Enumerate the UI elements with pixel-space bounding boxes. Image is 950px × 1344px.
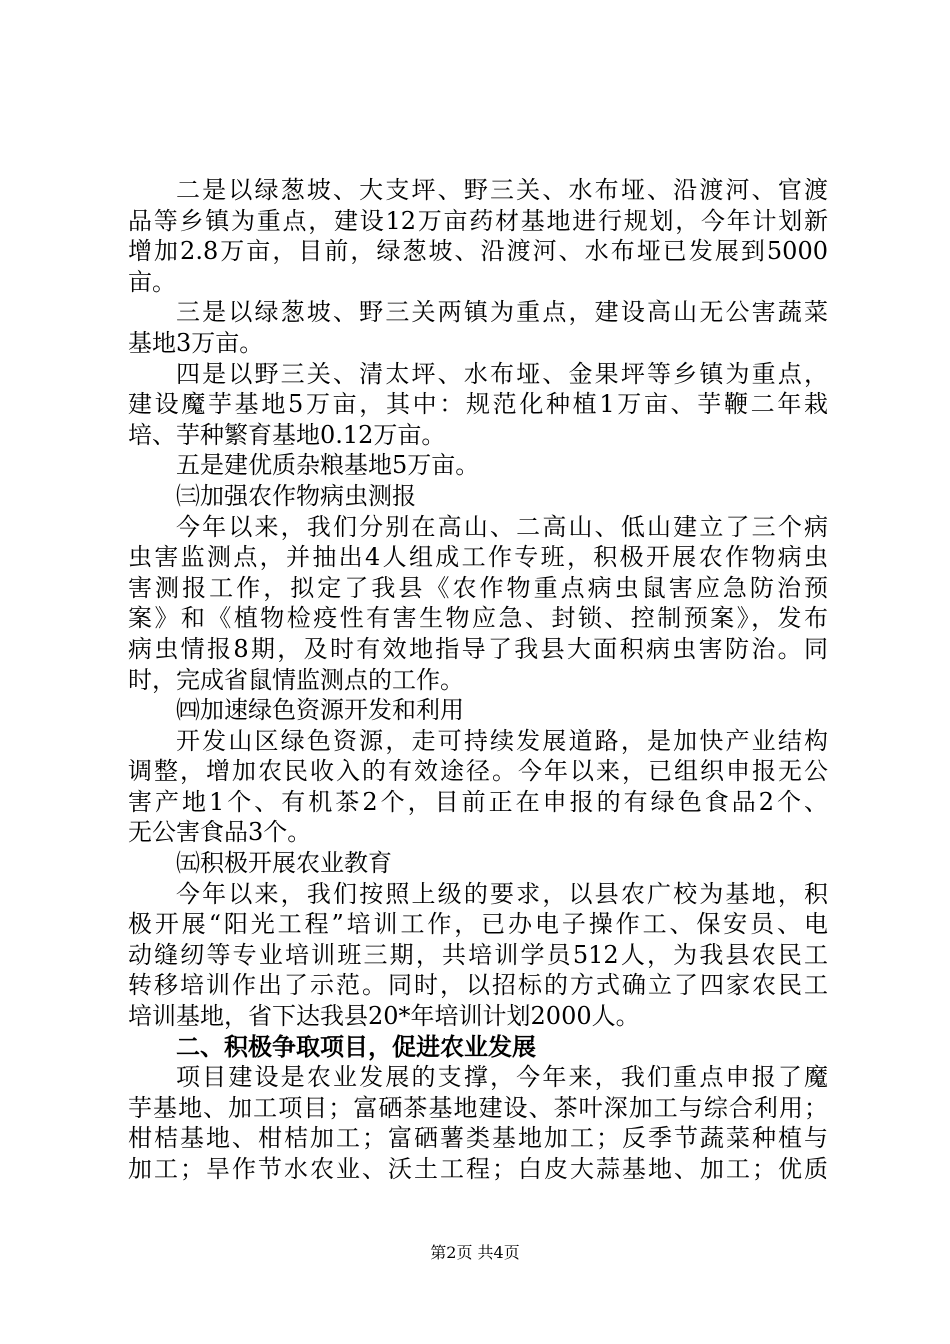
text-line: 转移培训作出了示范。同时，以招标的方式确立了四家农民工 <box>128 971 828 1000</box>
text-line: ㈣加速绿色资源开发和利用 <box>176 696 464 725</box>
text-line: 加工；旱作节水农业、沃土工程；白皮大蒜基地、加工；优质 <box>128 1155 828 1183</box>
text-line: 无公害食品3个。 <box>128 818 312 847</box>
text-line: 芋基地、加工项目；富硒茶基地建设、茶叶深加工与综合利用； <box>128 1093 828 1122</box>
page-footer: 第2页 共4页 <box>430 1243 520 1262</box>
text-line: 害测报工作，拟定了我县《农作物重点病虫鼠害应急防治预 <box>128 573 828 602</box>
text-line: 时，完成省鼠情监测点的工作。 <box>128 665 464 694</box>
text-line: 三是以绿葱坡、野三关两镇为重点，建设高山无公害蔬菜 <box>176 298 828 327</box>
text-line: 培训基地，省下达我县20*年培训计划2000人。 <box>128 1002 640 1031</box>
text-line: 案》和《植物检疫性有害生物应急、封锁、控制预案》，发布 <box>128 604 828 633</box>
text-line: 今年以来，我们分别在高山、二高山、低山建立了三个病 <box>176 512 828 541</box>
text-line: 柑桔基地、柑桔加工；富硒薯类基地加工；反季节蔬菜种植与 <box>128 1124 828 1153</box>
text-line: 极开展“阳光工程”培训工作，已办电子操作工、保安员、电 <box>128 910 828 939</box>
text-line: 二是以绿葱坡、大支坪、野三关、水布垭、沿渡河、官渡 <box>176 176 828 204</box>
text-line: 培、芋种繁育基地0.12万亩。 <box>128 420 446 449</box>
text-line: 基地3万亩。 <box>128 328 264 357</box>
text-line: 虫害监测点，并抽出4人组成工作专班，积极开展农作物病虫 <box>128 543 828 572</box>
text-line: 开发山区绿色资源，走可持续发展道路，是加快产业结构 <box>176 726 828 755</box>
text-line: 害产地1个、有机茶2个，目前正在申报的有绿色食品2个、 <box>128 787 828 816</box>
text-line: 建设魔芋基地5万亩，其中：规范化种植1万亩、芋鞭二年栽 <box>128 390 828 419</box>
text-line: 四是以野三关、清太坪、水布垭、金果坪等乡镇为重点， <box>176 359 828 388</box>
document-body <box>128 175 828 1185</box>
text-line: ㈤积极开展农业教育 <box>176 849 392 878</box>
text-line: 病虫情报8期，及时有效地指导了我县大面积病虫害防治。同 <box>128 634 828 663</box>
text-line: 今年以来，我们按照上级的要求，以县农广校为基地，积 <box>176 879 828 908</box>
text-line: 项目建设是农业发展的支撑，今年来，我们重点申报了魔 <box>176 1063 828 1092</box>
text-line: ㈢加强农作物病虫测报 <box>176 481 416 510</box>
text-line: 增加2.8万亩，目前，绿葱坡、沿渡河、水布垭已发展到5000 <box>128 237 828 266</box>
text-line: 亩。 <box>128 267 176 296</box>
text-line: 调整，增加农民收入的有效途径。今年以来，已组织申报无公 <box>128 757 828 786</box>
text-line: 五是建优质杂粮基地5万亩。 <box>176 451 480 480</box>
text-line: 品等乡镇为重点，建设12万亩药材基地进行规划，今年计划新 <box>128 206 828 235</box>
section-heading: 二、积极争取项目，促进农业发展 <box>176 1032 536 1061</box>
text-line: 动缝纫等专业培训班三期，共培训学员512人，为我县农民工 <box>128 940 828 969</box>
